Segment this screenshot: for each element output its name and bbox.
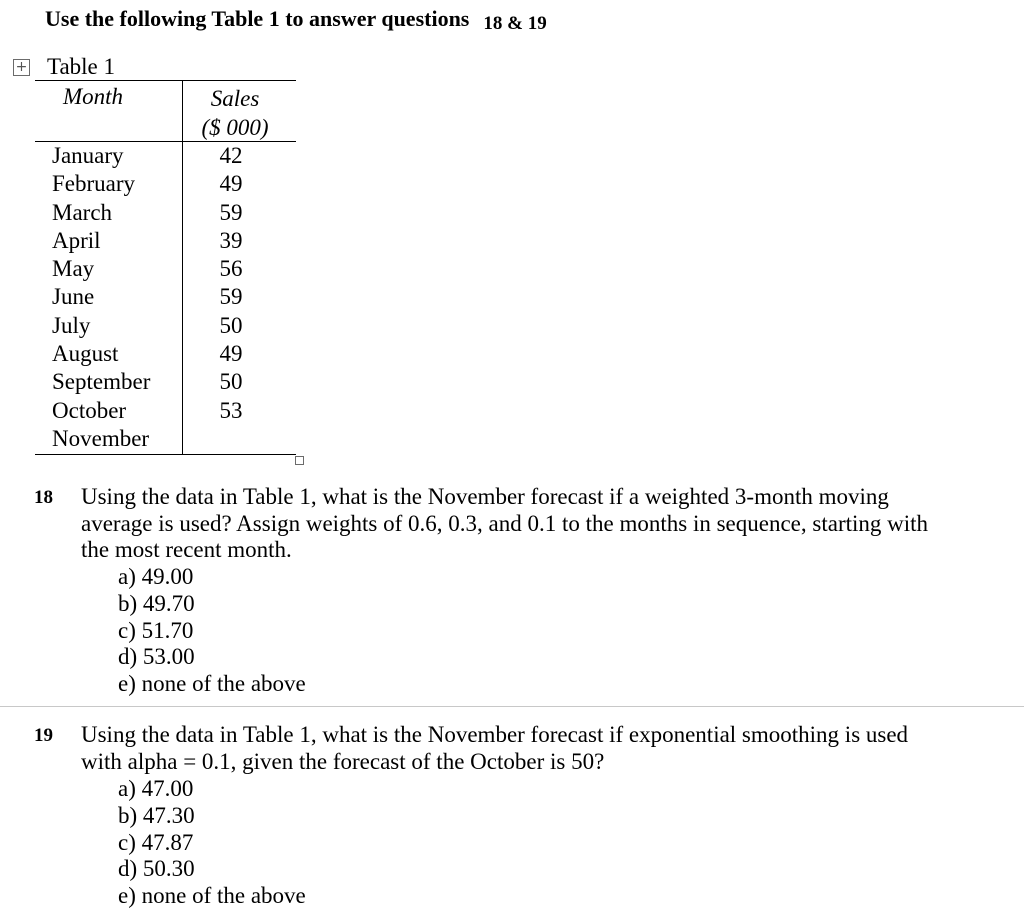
table-row <box>35 425 296 453</box>
month-cell: April <box>52 227 101 253</box>
question-range: 18 & 19 <box>483 13 547 34</box>
month-cell: August <box>52 341 119 367</box>
column-header-sales <box>195 84 275 142</box>
sales-cell: 39 <box>219 227 243 253</box>
table-row <box>35 397 296 425</box>
answer-option-e[interactable]: e) none of the above <box>118 671 306 697</box>
month-cell: July <box>52 312 91 338</box>
table-row <box>35 340 296 368</box>
answer-option-e[interactable]: e) none of the above <box>118 883 306 909</box>
sales-cell: 42 <box>219 143 243 168</box>
sales-cell: 49 <box>219 171 243 197</box>
answer-options <box>118 564 306 698</box>
month-cell: November <box>52 425 150 451</box>
table-row <box>35 142 296 170</box>
month-cell: January <box>52 143 124 168</box>
table-resize-handle-icon[interactable] <box>295 456 304 465</box>
table-row <box>35 283 296 311</box>
question-divider <box>0 706 1024 707</box>
sales-cell: 50 <box>219 312 243 338</box>
table-bottom-rule <box>35 454 296 455</box>
month-cell: March <box>52 199 113 225</box>
table-caption: Table 1 <box>47 54 116 79</box>
answer-option-b[interactable]: b) 49.70 <box>118 590 195 616</box>
month-cell: May <box>52 256 95 282</box>
table-row <box>35 255 296 283</box>
column-header-sales-line2: ($ 000) <box>201 115 269 140</box>
table-row <box>35 170 296 198</box>
sales-cell: 56 <box>219 256 243 282</box>
answer-option-d[interactable]: d) 53.00 <box>118 644 195 670</box>
table-row <box>35 199 296 227</box>
answer-option-d[interactable]: d) 50.30 <box>118 856 195 882</box>
month-cell: June <box>52 284 95 310</box>
question-number: 18 <box>34 487 53 508</box>
sales-cell: 53 <box>219 397 243 423</box>
table-row <box>35 368 296 396</box>
table-row <box>35 312 296 340</box>
question-text: Using the data in Table 1, what is the November forecast if exponential smoothing is used with alpha = 0.1, given the forecast of the October is 50? <box>81 722 909 774</box>
table-top-rule <box>35 80 296 81</box>
question-text: Using the data in Table 1, what is the November forecast if a weighted 3-month moving average is used? Assign weights of 0.6, 0.3, and 0.1 to the months in sequence, starting with the most recent month. <box>81 484 929 562</box>
column-header-sales-line1: Sales <box>210 86 260 111</box>
month-cell: September <box>52 369 151 395</box>
table-move-handle-icon[interactable]: + <box>13 59 30 76</box>
answer-option-c[interactable]: c) 51.70 <box>118 617 194 643</box>
instruction-text: Use the following Table 1 to answer questions <box>45 6 470 31</box>
sales-cell: 59 <box>219 284 243 310</box>
answer-option-a[interactable]: a) 49.00 <box>118 564 194 589</box>
answer-option-c[interactable]: c) 47.87 <box>118 829 194 855</box>
sales-cell: 59 <box>219 199 243 225</box>
answer-options <box>118 776 306 910</box>
table-body <box>35 142 296 453</box>
instruction-heading <box>45 6 547 32</box>
month-cell: October <box>52 397 127 423</box>
sales-cell: 49 <box>219 341 243 367</box>
answer-option-b[interactable]: b) 47.30 <box>118 802 195 828</box>
month-cell: February <box>52 171 136 197</box>
answer-option-a[interactable]: a) 47.00 <box>118 776 194 801</box>
column-header-month: Month <box>63 84 124 109</box>
table-row <box>35 227 296 255</box>
question-number: 19 <box>34 725 53 746</box>
sales-cell: 50 <box>219 369 243 395</box>
